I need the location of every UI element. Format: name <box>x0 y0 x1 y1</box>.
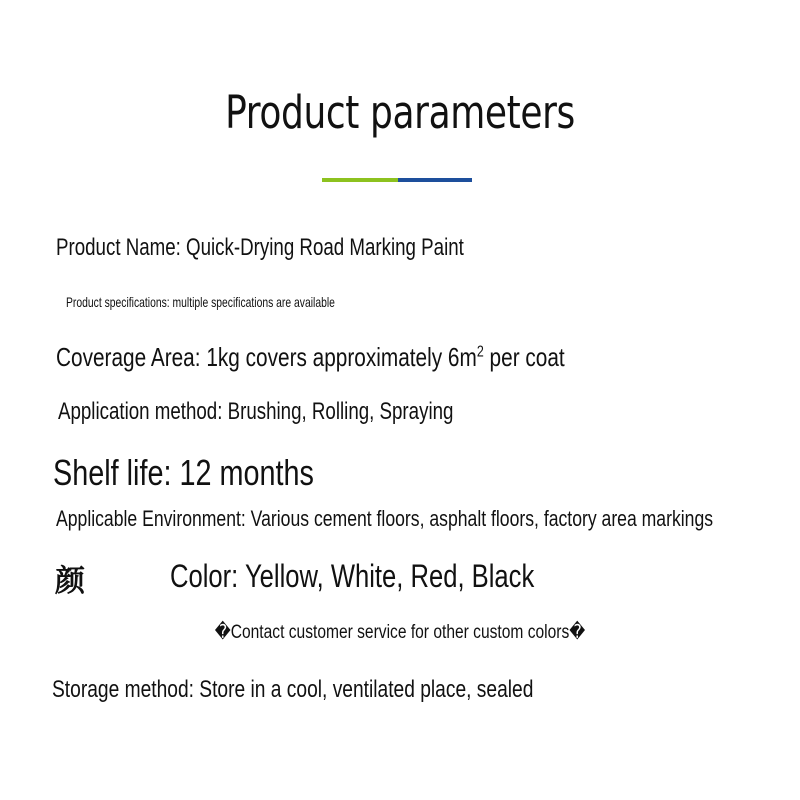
param-application: Application method: Brushing, Rolling, Spraying <box>58 398 454 425</box>
coverage-text: Coverage Area: 1kg covers approximately 6m <box>56 342 477 372</box>
param-product-name: Product Name: Quick-Drying Road Marking Paint <box>56 234 464 261</box>
color-glyph: 颜 <box>55 565 85 598</box>
page-title: Product parameters <box>225 86 575 139</box>
title-divider-green <box>322 178 398 182</box>
param-coverage <box>56 342 565 373</box>
coverage-superscript: 2 <box>476 343 484 361</box>
param-environment: Applicable Environment: Various cement floors, asphalt floors, factory area markings <box>56 506 714 531</box>
coverage-suffix: per coat <box>483 342 565 372</box>
param-specifications: Product specifications: multiple specifications are available <box>66 294 335 310</box>
param-storage: Storage method: Store in a cool, ventilated place, sealed <box>52 676 534 703</box>
param-shelf-life: Shelf life: 12 months <box>53 452 314 493</box>
color-note: �Contact customer service for other custom colors� <box>214 622 586 643</box>
title-divider-blue <box>398 178 472 182</box>
param-color: Color: Yellow, White, Red, Black <box>170 558 535 594</box>
